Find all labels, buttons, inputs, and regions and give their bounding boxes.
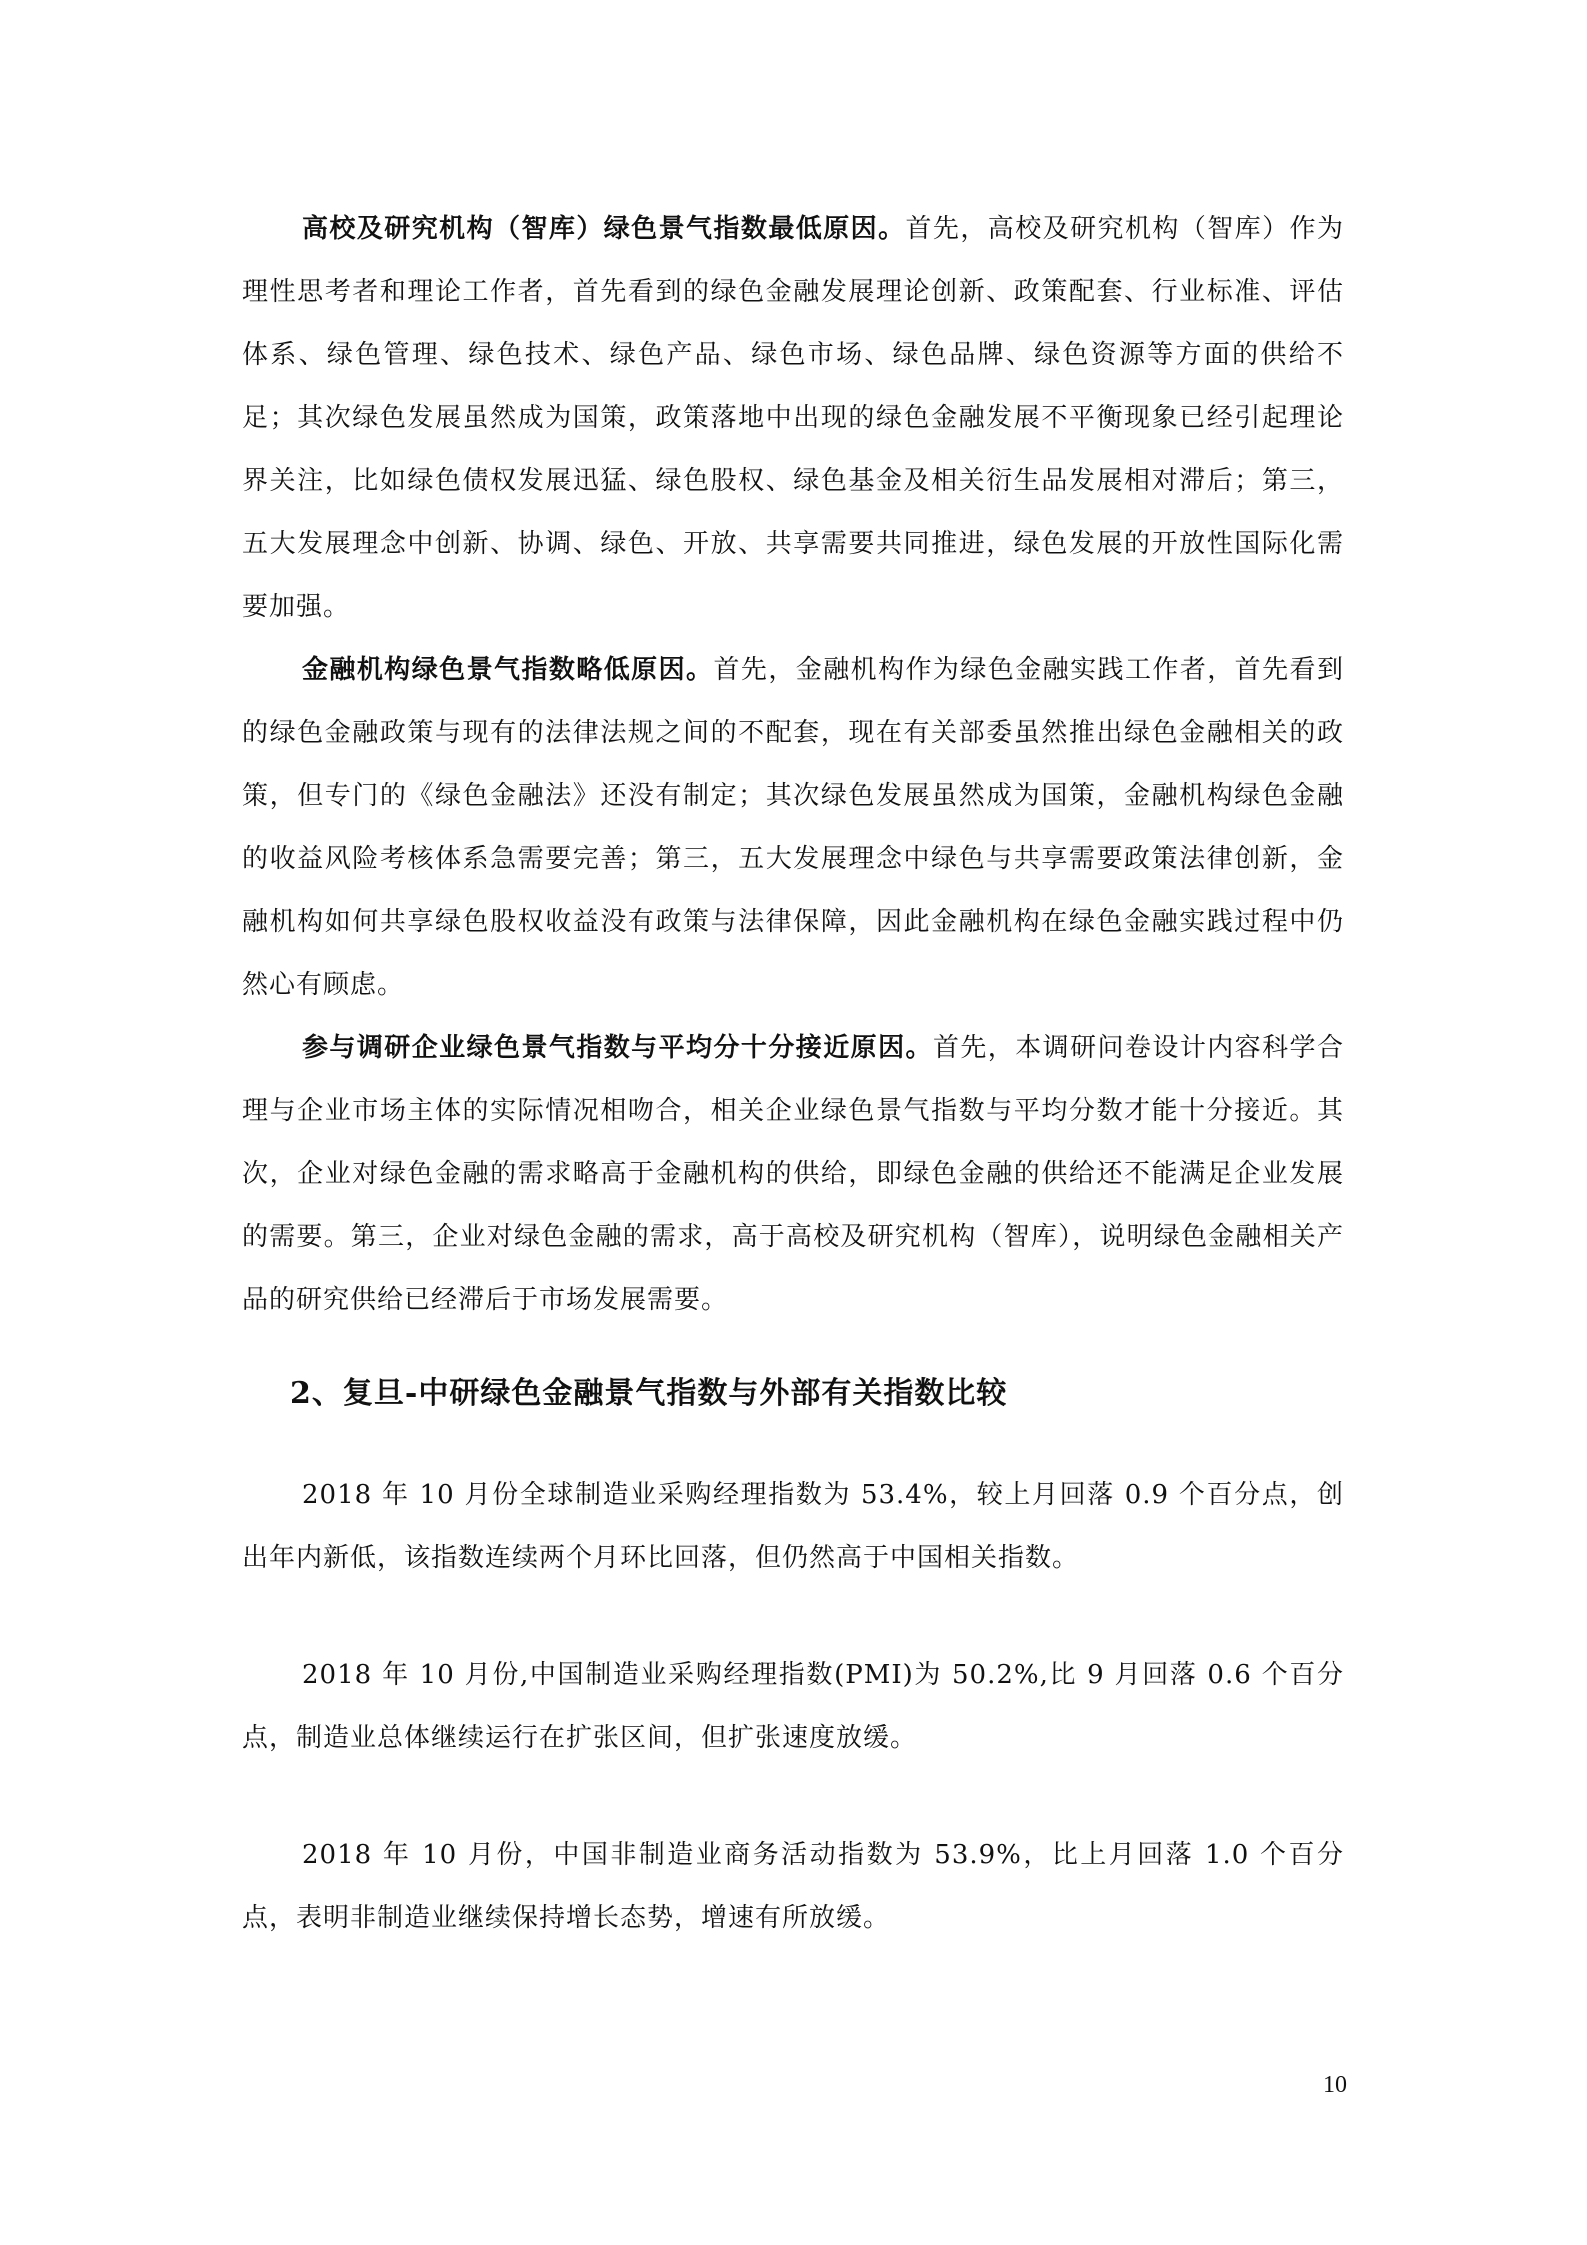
paragraph-lead: 金融机构绿色景气指数略低原因。: [302, 655, 714, 685]
page-content: [242, 198, 1344, 1950]
section-heading: 2、复旦-中研绿色金融景气指数与外部有关指数比较: [290, 1376, 1008, 1411]
paragraph-lead: 参与调研企业绿色景气指数与平均分十分接近原因。: [302, 1033, 933, 1063]
paragraph-enterprise-index: [242, 1017, 1344, 1332]
paragraph-china-manufacturing-pmi: 2018 年 10 月份,中国制造业采购经理指数(PMI)为 50.2%,比 9 月回落 0.6 个百分点，制造业总体继续运行在扩张区间，但扩张速度放缓。: [242, 1660, 1344, 1753]
paragraph-financial-institution-index: [242, 639, 1344, 1017]
page-number: 10: [1323, 2072, 1347, 2098]
paragraph-body: 首先，高校及研究机构（智库）作为理性思考者和理论工作者，首先看到的绿色金融发展理论创新、政策配套、行业标准、评估体系、绿色管理、绿色技术、绿色产品、绿色市场、绿色品牌、绿色资源等方面的供给不足；其次绿色发展虽然成为国策，政策落地中出现的绿色金融发展不平衡现象已经引起理论界关注，比如绿色债权发展迅猛、绿色股权、绿色基金及相关衍生品发展相对滞后；第三，五大发展理念中创新、协调、绿色、开放、共享需要共同推进，绿色发展的开放性国际化需要加强。: [242, 214, 1344, 622]
paragraph-body: 首先，金融机构作为绿色金融实践工作者，首先看到的绿色金融政策与现有的法律法规之间的不配套，现在有关部委虽然推出绿色金融相关的政策，但专门的《绿色金融法》还没有制定；其次绿色发展虽然成为国策，金融机构绿色金融的收益风险考核体系急需要完善；第三，五大发展理念中绿色与共享需要政策法律创新，金融机构如何共享绿色股权收益没有政策与法律保障，因此金融机构在绿色金融实践过程中仍然心有顾虑。: [242, 655, 1344, 1000]
paragraph-think-tank-index: [242, 198, 1344, 639]
paragraph-china-non-manufacturing-index: 2018 年 10 月份，中国非制造业商务活动指数为 53.9%，比上月回落 1.0 个百分点，表明非制造业继续保持增长态势，增速有所放缓。: [242, 1840, 1344, 1933]
paragraph-lead: 高校及研究机构（智库）绿色景气指数最低原因。: [302, 214, 906, 244]
paragraph-global-pmi: 2018 年 10 月份全球制造业采购经理指数为 53.4%，较上月回落 0.9 个百分点，创出年内新低，该指数连续两个月环比回落，但仍然高于中国相关指数。: [242, 1480, 1344, 1573]
paragraph-body: 首先，本调研问卷设计内容科学合理与企业市场主体的实际情况相吻合，相关企业绿色景气指数与平均分数才能十分接近。其次，企业对绿色金融的需求略高于金融机构的供给，即绿色金融的供给还不能满足企业发展的需要。第三，企业对绿色金融的需求，高于高校及研究机构（智库），说明绿色金融相关产品的研究供给已经滞后于市场发展需要。: [242, 1033, 1344, 1315]
